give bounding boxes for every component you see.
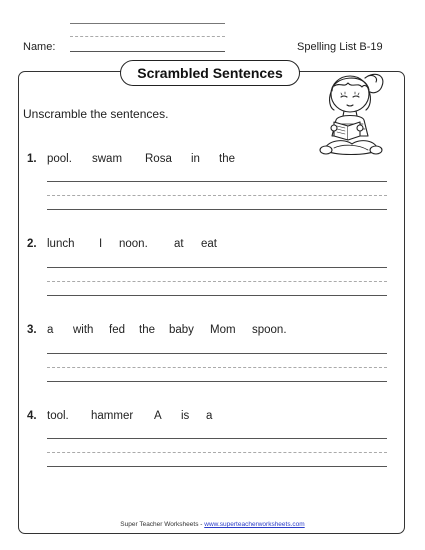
instructions-text: Unscramble the sentences.	[23, 107, 169, 121]
answer-guide-top	[47, 353, 387, 354]
scrambled-word: swam	[92, 153, 123, 165]
scrambled-word: I	[99, 238, 103, 250]
scrambled-word: a	[206, 410, 213, 422]
name-guide-mid	[70, 36, 225, 37]
sentence-2	[27, 238, 217, 250]
footer-text: Super Teacher Worksheets -	[120, 521, 205, 528]
scrambled-word: Mom	[210, 324, 236, 336]
name-guide-top	[70, 23, 225, 24]
worksheet-title	[120, 60, 300, 86]
scrambled-word: the	[219, 153, 235, 165]
sentence-number: 3.	[27, 324, 37, 336]
answer-guide-mid	[47, 452, 387, 453]
answer-guide-top	[47, 267, 387, 268]
sentence-3	[27, 324, 287, 336]
scrambled-word: spoon.	[252, 324, 287, 336]
scrambled-word: pool.	[47, 153, 72, 165]
scrambled-word: with	[73, 324, 94, 336]
answer-guide-mid	[47, 195, 387, 196]
footer	[0, 521, 425, 528]
sentence-number: 2.	[27, 238, 37, 250]
scrambled-word: fed	[109, 324, 125, 336]
scrambled-word: Rosa	[145, 153, 172, 165]
sentence-1	[27, 153, 235, 165]
scrambled-word: the	[139, 324, 155, 336]
scrambled-word: baby	[169, 324, 194, 336]
worksheet-title-text: Scrambled Sentences	[137, 65, 283, 81]
answer-guide-top	[47, 181, 387, 182]
scrambled-word: lunch	[47, 238, 75, 250]
answer-guide-mid	[47, 281, 387, 282]
answer-guide-mid	[47, 367, 387, 368]
name-label: Name:	[23, 41, 56, 53]
scrambled-word: tool.	[47, 410, 69, 422]
answer-guide-top	[47, 438, 387, 439]
sentence-number: 1.	[27, 153, 37, 165]
scrambled-word: in	[191, 153, 200, 165]
answer-line[interactable]	[47, 295, 387, 296]
spelling-list-label: Spelling List B-19	[297, 41, 383, 53]
scrambled-word: hammer	[91, 410, 134, 422]
name-write-line[interactable]	[70, 51, 225, 52]
scrambled-word: is	[181, 410, 190, 422]
sentence-number: 4.	[27, 410, 37, 422]
scrambled-word: a	[47, 324, 54, 336]
scrambled-word: eat	[201, 238, 217, 250]
scrambled-word: noon.	[119, 238, 148, 250]
sentence-4	[27, 410, 212, 422]
scrambled-word: A	[154, 410, 162, 422]
footer-link[interactable]: www.superteacherworksheets.com	[204, 521, 305, 528]
answer-line[interactable]	[47, 209, 387, 210]
answer-line[interactable]	[47, 381, 387, 382]
answer-line[interactable]	[47, 466, 387, 467]
girl-reading-book-icon	[310, 64, 390, 159]
scrambled-word: at	[174, 238, 184, 250]
